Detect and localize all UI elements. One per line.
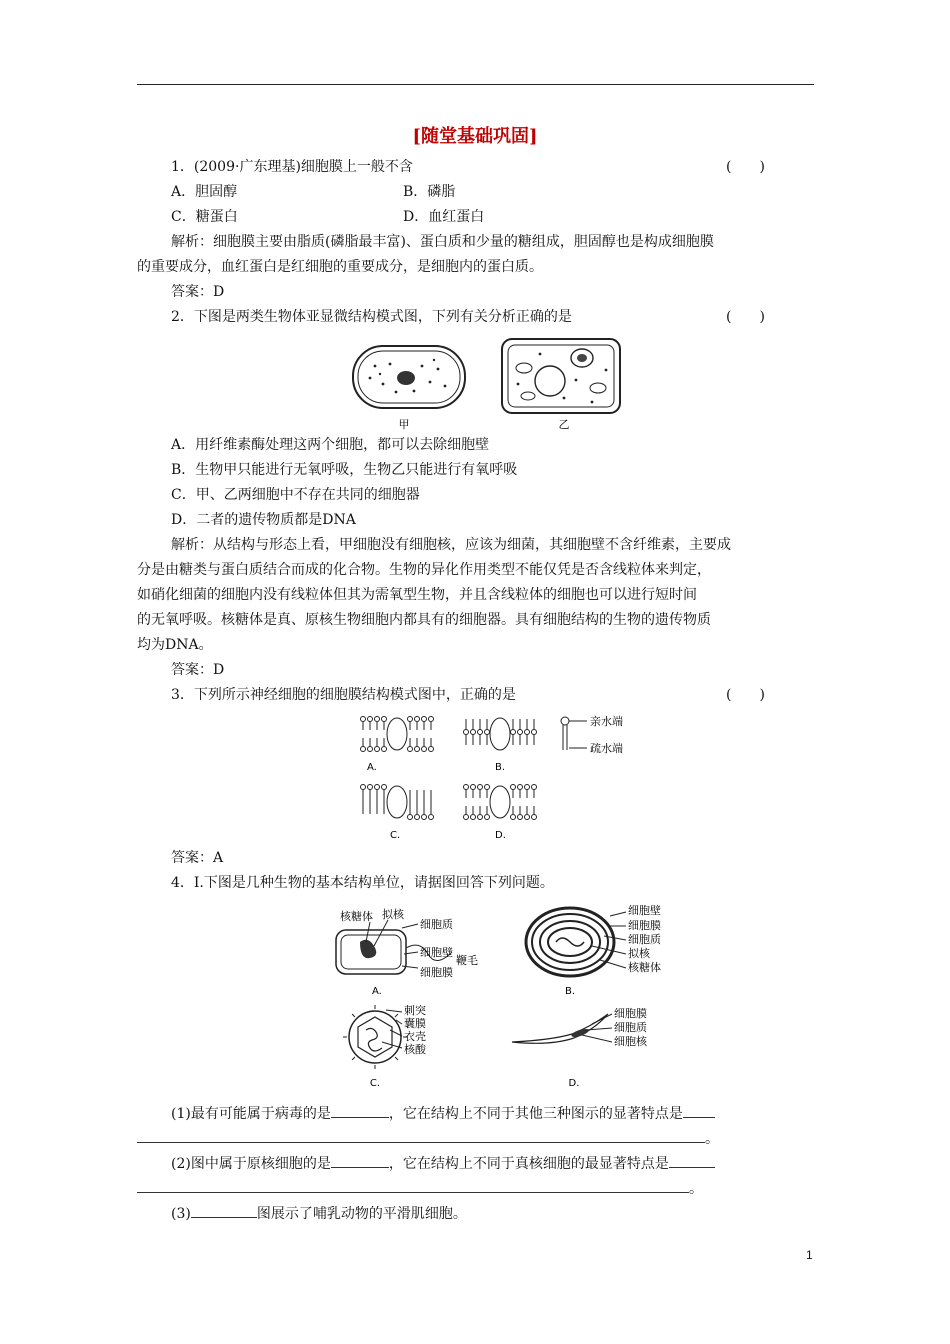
figure-label-q4-d: D. bbox=[568, 1078, 580, 1089]
q2-option-a: A．用纤维素酶处理这两个细胞，都可以去除细胞壁 bbox=[171, 437, 490, 453]
q4-sub1-text-b: ，它在结构上不同于其他三种图示的显著特点是 bbox=[388, 1106, 683, 1122]
figure-label-jia: 甲 bbox=[398, 418, 410, 431]
label-cell-membrane-b: 细胞膜 bbox=[628, 919, 661, 932]
figure-label-q4-a: A. bbox=[372, 986, 382, 997]
hydrophilic-legend-drawing bbox=[561, 717, 587, 750]
q4-sub3-blank-1[interactable] bbox=[191, 1203, 257, 1218]
virus-drawing bbox=[343, 1005, 407, 1069]
q4-sub3-line bbox=[171, 1203, 467, 1224]
label-cell-wall-a: 细胞壁 bbox=[420, 946, 453, 959]
header-rule bbox=[137, 84, 814, 85]
label-flagellum-a: 鞭毛 bbox=[456, 954, 478, 967]
q2-analysis-line: 解析：从结构与形态上看，甲细胞没有细胞核，应该为细菌，其细胞壁不含纤维素，主要成 bbox=[171, 537, 731, 553]
label-nucleoid-a: 拟核 bbox=[382, 908, 404, 921]
q2-option-d: D．二者的遗传物质都是DNA bbox=[171, 512, 356, 528]
membrane-a-drawing bbox=[361, 717, 434, 752]
legend-hydrophilic: 亲水端 bbox=[590, 715, 623, 728]
figure-label-a: A. bbox=[367, 762, 377, 773]
q4-sub2-blank-1[interactable] bbox=[331, 1153, 389, 1168]
figure-label-b: B. bbox=[495, 762, 506, 773]
membrane-d-drawing bbox=[464, 785, 537, 820]
q4-sub1-blank-3[interactable] bbox=[137, 1128, 705, 1143]
q1-option-d: D．血红蛋白 bbox=[403, 209, 485, 225]
legend-hydrophobic: 疏水端 bbox=[590, 742, 623, 755]
figure-label-c: C. bbox=[390, 830, 401, 841]
label-nucleus-d: 细胞核 bbox=[614, 1035, 647, 1048]
label-cell-membrane-a: 细胞膜 bbox=[420, 966, 453, 979]
label-nucleoid-b: 拟核 bbox=[628, 947, 650, 960]
label-cytoplasm-a: 细胞质 bbox=[420, 918, 453, 931]
q4-sub1-line bbox=[171, 1103, 715, 1124]
q4-sub1-blank-2[interactable] bbox=[683, 1103, 715, 1118]
q2-analysis-line: 如硝化细菌的细胞内没有线粒体但其为需氧型生物，并且含线粒体的细胞也可以进行短时间 bbox=[137, 587, 697, 603]
figure-label-d: D. bbox=[495, 830, 506, 841]
q1-stem: 1．(2009·广东理基)细胞膜上一般不含 bbox=[171, 159, 413, 175]
q2-analysis-line: 均为DNA。 bbox=[137, 637, 213, 653]
q2-answer: 答案：D bbox=[171, 662, 225, 678]
q4-sub1-blank-1[interactable] bbox=[331, 1103, 389, 1118]
q1-option-b: B．磷脂 bbox=[403, 184, 456, 200]
q3-membrane-figure bbox=[355, 712, 645, 842]
q3-bracket: ( ) bbox=[726, 687, 765, 703]
q4-sub3-text-b: 图展示了哺乳动物的平滑肌细胞。 bbox=[256, 1206, 467, 1222]
label-nucleic-acid-c: 核酸 bbox=[404, 1043, 426, 1056]
figure-label-q4-c: C. bbox=[369, 1078, 381, 1089]
q4-sub1-text-a: (1)最有可能属于病毒的是 bbox=[171, 1106, 331, 1122]
page-number: 1 bbox=[806, 1248, 813, 1262]
q4-sub2-continuation bbox=[137, 1178, 703, 1199]
q1-analysis-line: 的重要成分，血红蛋白是红细胞的重要成分，是细胞内的蛋白质。 bbox=[137, 259, 543, 275]
q4-stem: 4．Ⅰ.下图是几种生物的基本结构单位，请据图回答下列问题。 bbox=[171, 875, 554, 891]
q4-sub1-end: 。 bbox=[705, 1131, 719, 1147]
label-ribosome-b: 核糖体 bbox=[628, 961, 661, 974]
q4-sub2-line bbox=[171, 1153, 715, 1174]
q4-sub3-text-a: (3) bbox=[171, 1206, 191, 1222]
q4-sub2-text-a: (2)图中属于原核细胞的是 bbox=[171, 1156, 331, 1172]
q3-stem: 3．下列所示神经细胞的细胞膜结构模式图中，正确的是 bbox=[171, 687, 516, 703]
eukaryote-cell-drawing bbox=[502, 339, 620, 413]
q1-option-a: A．胆固醇 bbox=[171, 184, 238, 200]
q2-bracket: ( ) bbox=[726, 309, 765, 325]
smooth-muscle-cell-drawing bbox=[512, 1014, 612, 1043]
label-cytoplasm-d: 细胞质 bbox=[614, 1021, 647, 1034]
membrane-c-drawing bbox=[361, 785, 434, 820]
q1-option-c: C．糖蛋白 bbox=[171, 209, 238, 225]
figure-label-q4-b: B. bbox=[564, 986, 576, 997]
label-envelope-c: 囊膜 bbox=[404, 1017, 426, 1030]
q2-option-b: B．生物甲只能进行无氧呼吸，生物乙只能进行有氧呼吸 bbox=[171, 462, 518, 478]
label-cell-wall-b: 细胞壁 bbox=[628, 904, 661, 917]
cyanobacterium-drawing bbox=[526, 908, 626, 976]
q4-sub2-text-b: ，它在结构上不同于真核细胞的最显著特点是 bbox=[388, 1156, 669, 1172]
label-ribosome-a: 核糖体 bbox=[340, 910, 373, 923]
label-cell-membrane-d: 细胞膜 bbox=[614, 1007, 647, 1020]
q2-analysis-line: 的无氧呼吸。核糖体是真、原核生物细胞内都具有的细胞器。具有细胞结构的生物的遗传物质 bbox=[137, 612, 711, 628]
q2-cells-figure bbox=[350, 336, 625, 432]
q1-answer: 答案：D bbox=[171, 284, 225, 300]
q4-cells-figure bbox=[330, 902, 670, 1092]
q1-analysis-line: 解析：细胞膜主要由脂质(磷脂最丰富)、蛋白质和少量的糖组成，胆固醇也是构成细胞膜 bbox=[171, 234, 714, 250]
q1-bracket: ( ) bbox=[726, 159, 765, 175]
label-capsid-c: 衣壳 bbox=[404, 1030, 426, 1043]
q4-sub2-blank-3[interactable] bbox=[137, 1178, 689, 1193]
q2-stem: 2．下图是两类生物体亚显微结构模式图，下列有关分析正确的是 bbox=[171, 309, 572, 325]
section-title: [随堂基础巩固] bbox=[412, 126, 538, 147]
prokaryote-cell-drawing bbox=[353, 346, 465, 408]
q2-analysis-line: 分是由糖类与蛋白质结合而成的化合物。生物的异化作用类型不能仅凭是否含线粒体来判定， bbox=[137, 562, 711, 578]
q2-option-c: C．甲、乙两细胞中不存在共同的细胞器 bbox=[171, 487, 420, 503]
label-spike-c: 刺突 bbox=[404, 1004, 426, 1017]
q4-sub1-continuation bbox=[137, 1128, 719, 1149]
q4-sub2-blank-2[interactable] bbox=[669, 1153, 715, 1168]
q3-answer: 答案：A bbox=[171, 850, 224, 866]
label-cytoplasm-b: 细胞质 bbox=[628, 933, 661, 946]
figure-label-yi: 乙 bbox=[558, 418, 570, 431]
membrane-b-drawing bbox=[464, 718, 537, 750]
q4-sub2-end: 。 bbox=[689, 1181, 703, 1197]
